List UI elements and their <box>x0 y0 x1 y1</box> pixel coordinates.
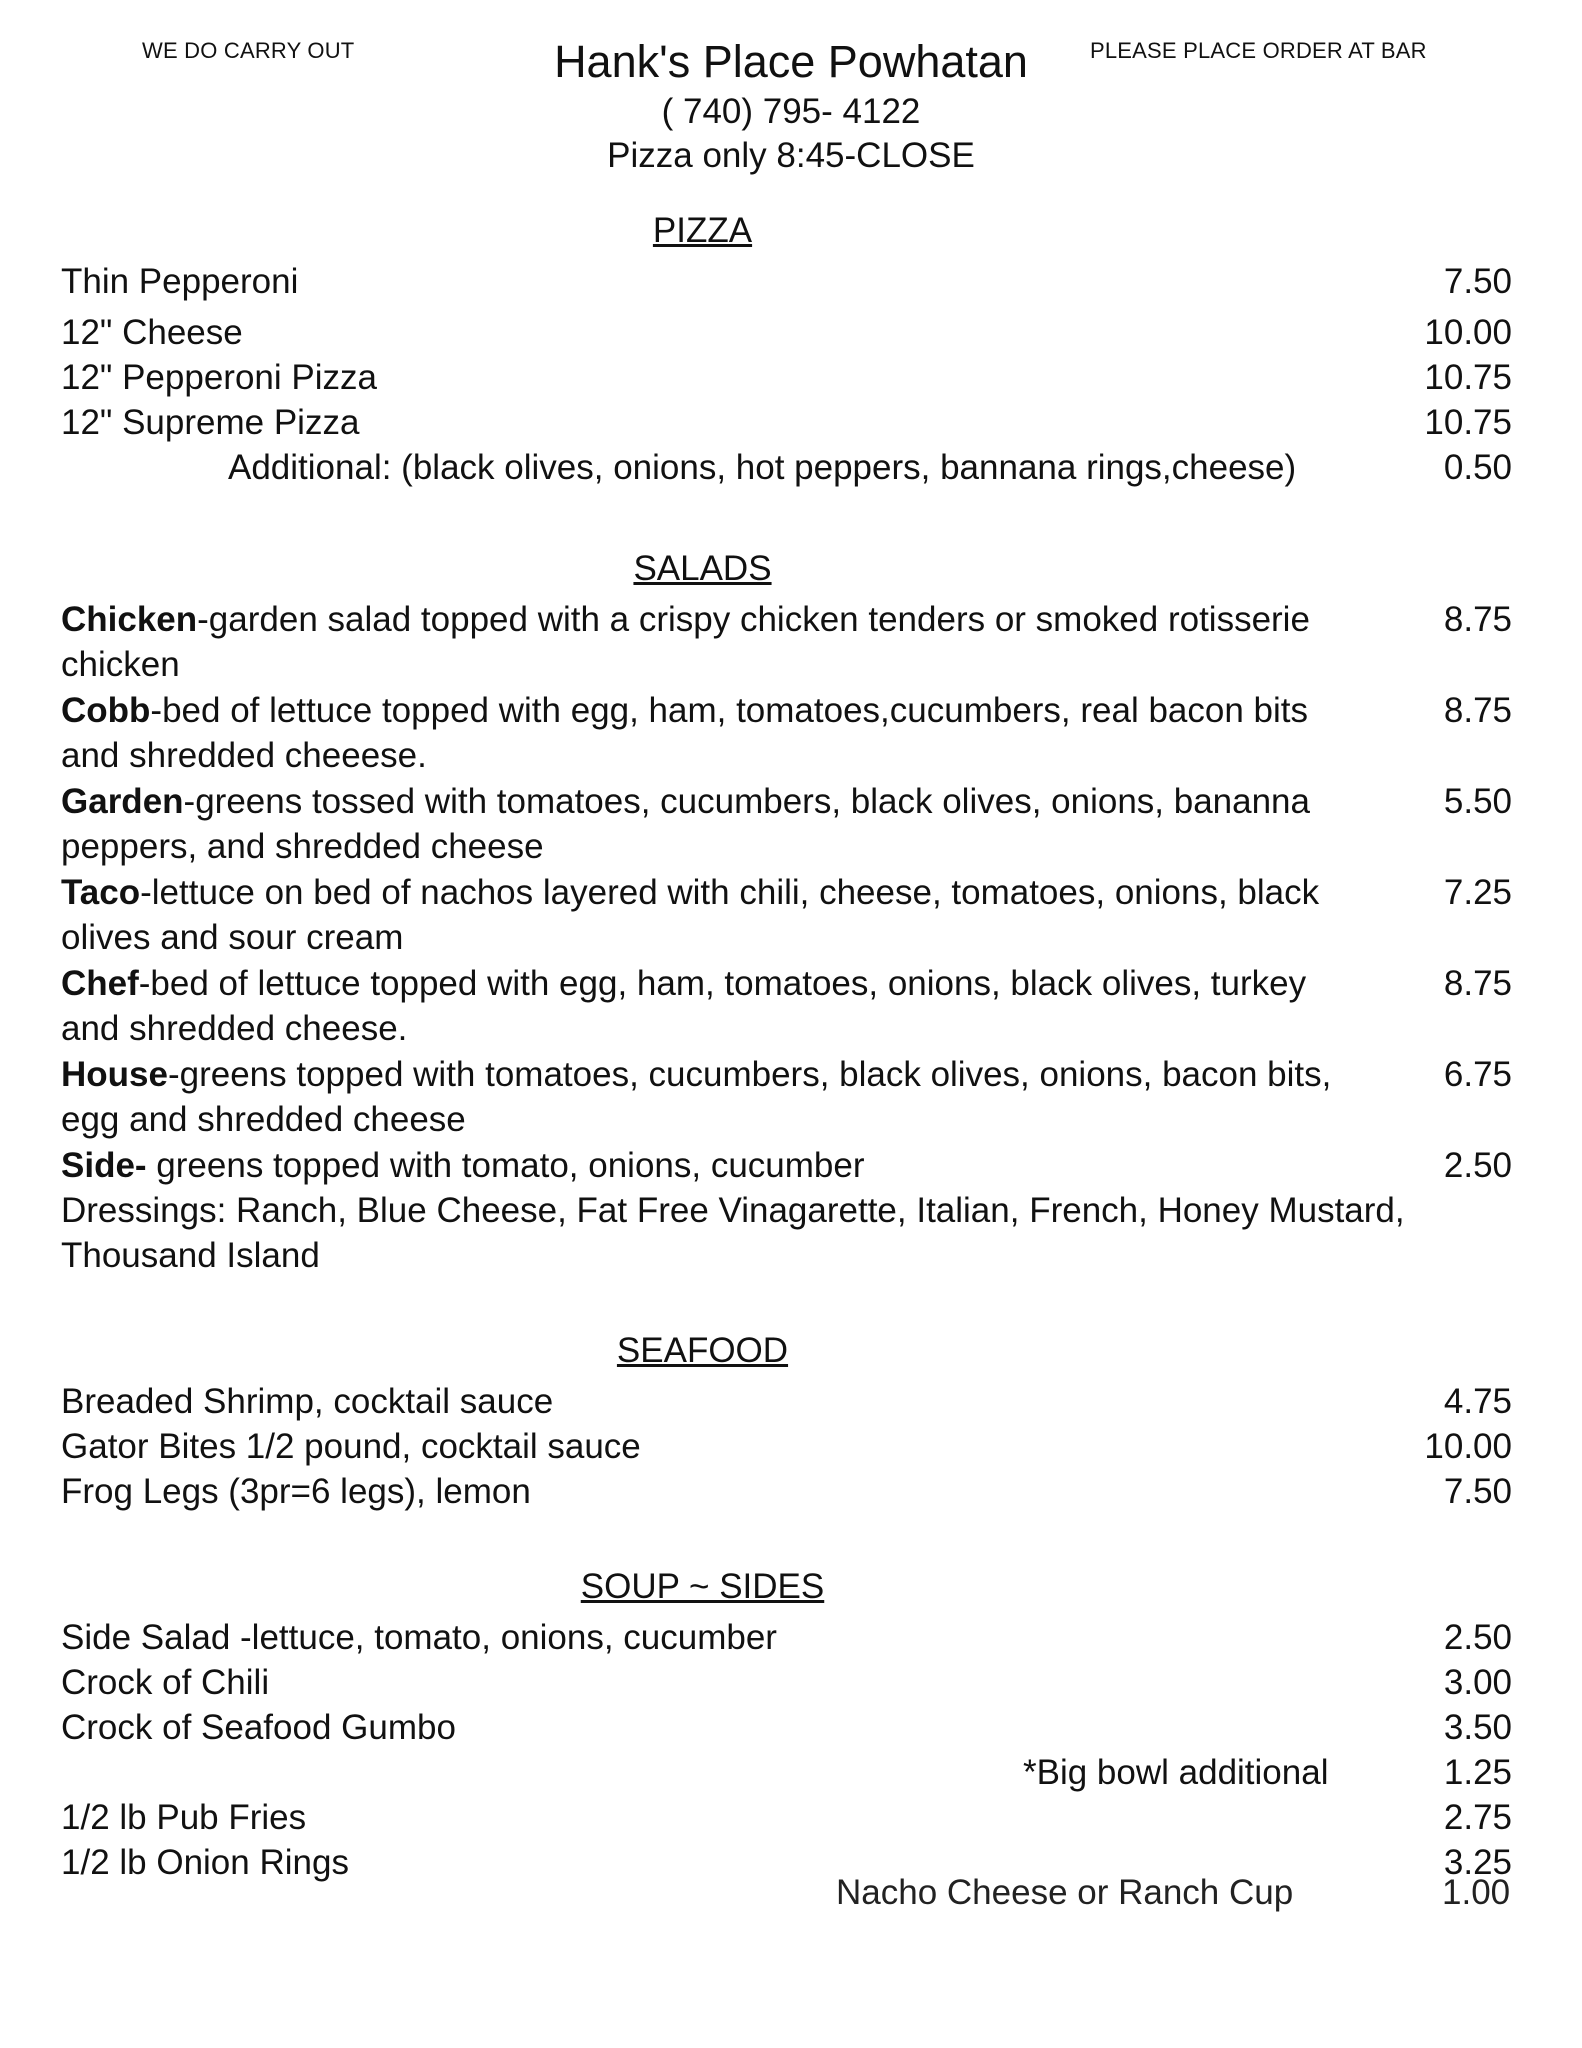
item-name: Frog Legs (3pr=6 legs), lemon <box>61 1472 531 1511</box>
item-name: Crock of Chili <box>61 1663 270 1702</box>
pizza-hours: Pizza only 8:45-CLOSE <box>607 136 975 175</box>
salad-item <box>61 688 1512 778</box>
menu-item <box>61 1705 1512 1750</box>
menu-item <box>61 355 1512 400</box>
salad-name: Side- <box>61 1146 147 1185</box>
item-price: 7.25 <box>1443 873 1512 912</box>
item-price: 8.75 <box>1443 691 1512 730</box>
salad-item <box>61 961 1512 1051</box>
item-name: Gator Bites 1/2 pound, cocktail sauce <box>61 1427 641 1466</box>
menu-item <box>61 259 1512 304</box>
section-title-pizza: PIZZA <box>652 211 753 250</box>
item-name: *Big bowl additional <box>1023 1753 1329 1792</box>
menu-item <box>61 1615 1512 1660</box>
salad-item <box>61 779 1512 869</box>
item-price: 10.00 <box>1424 313 1512 352</box>
item-name: Additional: (black olives, onions, hot peppers, bannana rings,cheese) <box>228 448 1297 487</box>
salad-desc: -lettuce on bed of nachos layered with chili, cheese, tomatoes, onions, black olives and sour cream <box>61 873 1320 957</box>
item-price: 3.25 <box>1443 1843 1512 1882</box>
menu-item <box>61 400 1512 445</box>
item-name: 12" Cheese <box>61 313 243 352</box>
item-price: 8.75 <box>1443 964 1512 1003</box>
item-price: 10.75 <box>1424 358 1512 397</box>
item-name: Side Salad -lettuce, tomato, onions, cucumber <box>61 1618 777 1657</box>
item-name: 12" Pepperoni Pizza <box>61 358 377 397</box>
salad-name: Chicken <box>61 600 198 639</box>
dressings-list: Dressings: Ranch, Blue Cheese, Fat Free Vinagarette, Italian, French, Honey Mustard, Thousand Island <box>61 1191 1405 1275</box>
item-name: Crock of Seafood Gumbo <box>61 1708 456 1747</box>
salad-name: Cobb <box>61 691 151 730</box>
item-price: 6.75 <box>1443 1055 1512 1094</box>
item-name: 1/2 lb Onion Rings <box>61 1843 349 1882</box>
menu-item <box>61 1469 1512 1514</box>
salad-item <box>61 1052 1512 1142</box>
salad-name: Chef <box>61 964 139 1003</box>
item-price: 3.00 <box>1443 1663 1512 1702</box>
item-name: 12" Supreme Pizza <box>61 403 360 442</box>
section-title-soup-sides: SOUP ~ SIDES <box>580 1567 825 1606</box>
item-price: 0.50 <box>1443 448 1512 487</box>
salad-item <box>61 870 1512 960</box>
order-at-bar-note: PLEASE PLACE ORDER AT BAR <box>1090 38 1427 63</box>
section-title-salads: SALADS <box>633 549 772 588</box>
restaurant-title: Hank's Place Powhatan <box>554 36 1028 87</box>
carry-out-note: WE DO CARRY OUT <box>142 38 355 63</box>
item-price: 2.50 <box>1443 1618 1512 1657</box>
item-price: 10.00 <box>1424 1427 1512 1466</box>
item-price: 8.75 <box>1443 600 1512 639</box>
menu-item <box>61 1424 1512 1469</box>
item-name: Nacho Cheese or Ranch Cup <box>836 1873 1294 1912</box>
phone-number: ( 740) 795- 4122 <box>661 92 921 131</box>
item-price: 5.50 <box>1443 782 1512 821</box>
menu-item <box>61 310 1512 355</box>
item-price: 7.50 <box>1443 1472 1512 1511</box>
menu-item <box>61 1660 1512 1705</box>
salad-desc: -greens topped with tomatoes, cucumbers, black olives, onions, bacon bits, egg and shredded cheese <box>61 1055 1332 1139</box>
item-price: 4.75 <box>1443 1382 1512 1421</box>
item-price: 2.75 <box>1443 1798 1512 1837</box>
item-price: 1.00 <box>1442 1873 1511 1912</box>
salad-name: Garden <box>61 782 184 821</box>
salad-name: Taco <box>61 873 141 912</box>
item-price: 7.50 <box>1443 262 1512 301</box>
item-price: 3.50 <box>1443 1708 1512 1747</box>
item-price: 10.75 <box>1424 403 1512 442</box>
menu-item-additional <box>61 445 1512 490</box>
item-price: 2.50 <box>1443 1146 1512 1185</box>
item-name: Thin Pepperoni <box>61 262 299 301</box>
section-title-seafood: SEAFOOD <box>616 1331 789 1370</box>
salad-desc: -greens tossed with tomatoes, cucumbers, black olives, onions, bananna peppers, and shredded cheese <box>61 782 1310 866</box>
salad-desc: -bed of lettuce topped with egg, ham, tomatoes, onions, black olives, turkey and shredded cheese. <box>61 964 1307 1048</box>
salad-desc: -garden salad topped with a crispy chicken tenders or smoked rotisserie chicken <box>61 600 1310 684</box>
item-name: 1/2 lb Pub Fries <box>61 1798 307 1837</box>
salad-desc: -bed of lettuce topped with egg, ham, tomatoes,cucumbers, real bacon bits and shredded cheeese. <box>61 691 1309 775</box>
salad-item <box>61 597 1512 687</box>
salad-item <box>61 1143 1512 1188</box>
item-price: 1.25 <box>1443 1753 1512 1792</box>
menu-item <box>61 1840 1512 1885</box>
cutoff-menu-line <box>0 1873 1582 1912</box>
salad-name: House <box>61 1055 168 1094</box>
salad-desc: greens topped with tomato, onions, cucumber <box>146 1146 865 1185</box>
menu-item <box>61 1795 1512 1840</box>
menu-item <box>61 1379 1512 1424</box>
menu-item-big-bowl <box>61 1750 1512 1795</box>
item-name: Breaded Shrimp, cocktail sauce <box>61 1382 554 1421</box>
